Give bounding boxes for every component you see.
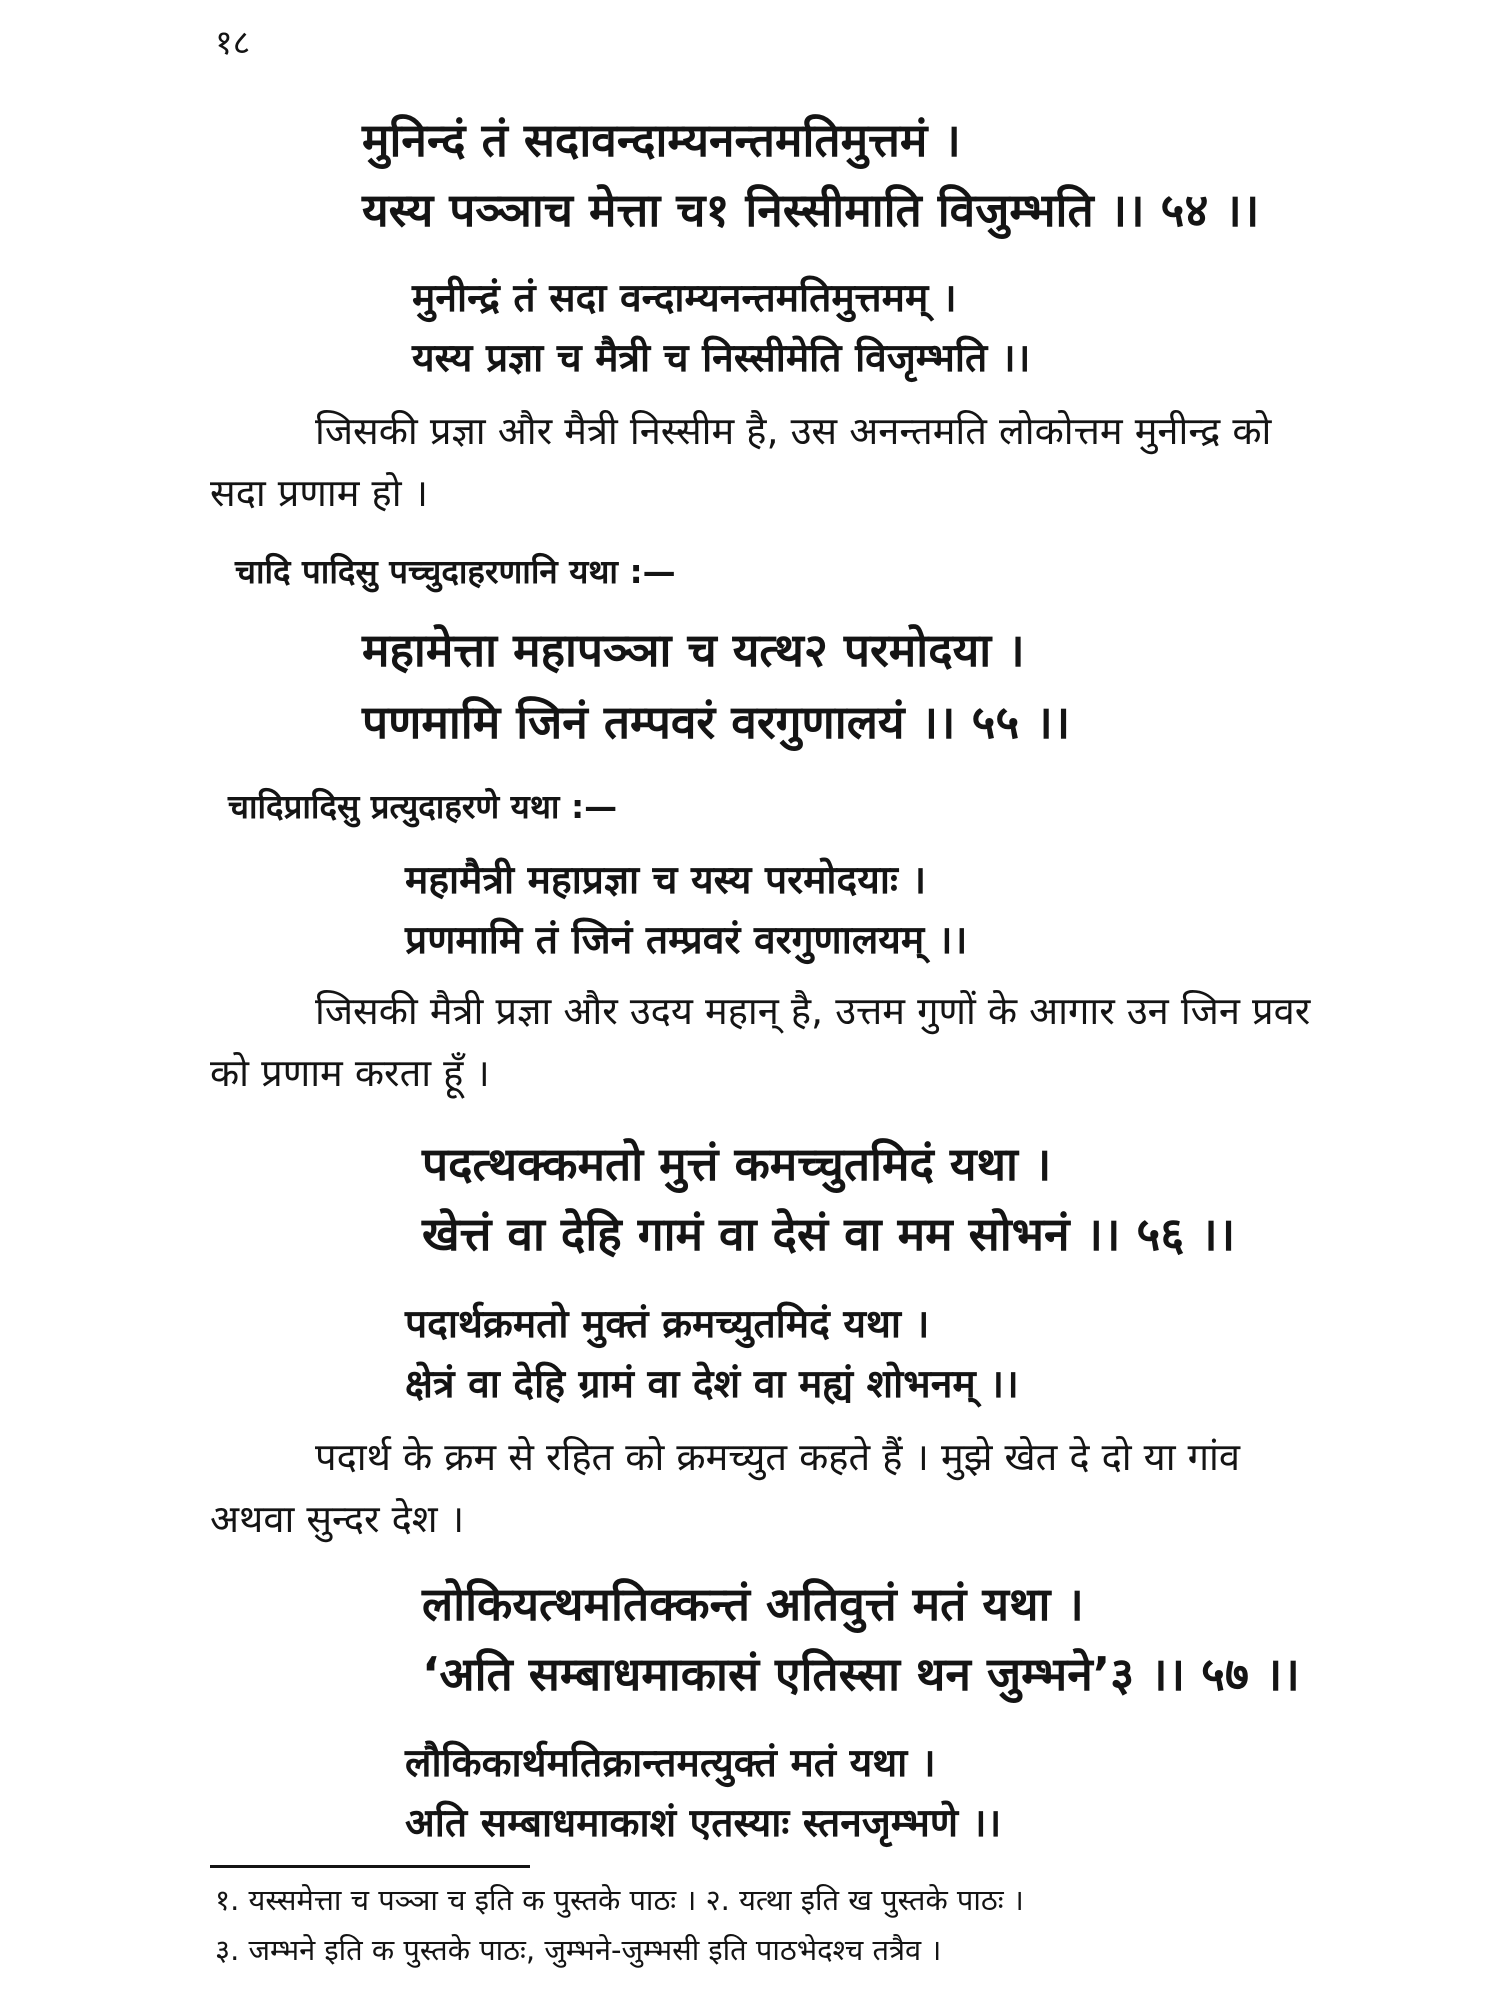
section-heading-examples: चादि पादिसु पच्चुदाहरणानि यथा :— bbox=[235, 552, 676, 591]
verse-57-pali-line-1: लोकियत्थमतिक्कन्तं अतिवुत्तं मतं यथा । bbox=[422, 1577, 1084, 1631]
verse-57-sanskrit-line-2: अति सम्बाधमाकाशं एतस्याः स्तनजृम्भणे ।। bbox=[405, 1801, 1002, 1846]
footnote-line-1: १. यस्समेत्ता च पञ्ञा च इति क पुस्तके पाठः । २. यत्था इति ख पुस्तके पाठः । bbox=[215, 1883, 1024, 1917]
footnote-line-2: ३. जम्भने इति क पुस्तके पाठः, जुम्भने-जुम्भसी इति पाठभेदश्च तत्रैव । bbox=[215, 1933, 942, 1967]
verse-57-pali-line-2: ‘अति सम्बाधमाकासं एतिस्सा थन जुम्भने’३ ।। ५७ ।। bbox=[422, 1647, 1300, 1701]
verse-56-sanskrit-line-1: पदार्थक्रमतो मुक्तं क्रमच्युतमिदं यथा । bbox=[405, 1302, 930, 1347]
section-heading-counter-examples: चादिप्रादिसु प्रत्युदाहरणे यथा :— bbox=[228, 787, 618, 826]
verse-55-sanskrit-line-1: महामैत्री महाप्रज्ञा च यस्य परमोदयाः । bbox=[405, 858, 927, 903]
footnote-rule bbox=[210, 1865, 530, 1868]
verse-54-sanskrit-line-1: मुनीन्द्रं तं सदा वन्दाम्यनन्तमतिमुत्तमम् । bbox=[412, 276, 957, 321]
verse-56-pali-line-1: पदत्थक्कमतो मुत्तं कमच्चुतमिदं यथा । bbox=[422, 1137, 1052, 1191]
verse-55-translation: जिसकी मैत्री प्रज्ञा और उदय महान् है, उत्तम गुणों के आगार उन जिन प्रवर को प्रणाम करता हूँ । bbox=[210, 989, 1311, 1095]
verse-55-pali-line-1: महामेत्ता महापञ्ञा च यत्थ२ परमोदया । bbox=[362, 623, 1025, 677]
verse-55-pali-line-2: पणमामि जिनं तम्पवरं वरगुणालयं ।। ५५ ।। bbox=[362, 695, 1071, 749]
verse-56-pali-line-2: खेत्तं वा देहि गामं वा देसं वा मम सोभनं ।। ५६ ।। bbox=[422, 1207, 1236, 1261]
verse-55-sanskrit-line-2: प्रणमामि तं जिनं तम्प्रवरं वरगुणालयम् ।। bbox=[405, 918, 968, 963]
verse-54-translation: जिसकी प्रज्ञा और मैत्री निस्सीम है, उस अनन्तमति लोकोत्तम मुनीन्द्र को सदा प्रणाम हो । bbox=[210, 409, 1272, 515]
verse-54-sanskrit-line-2: यस्य प्रज्ञा च मैत्री च निस्सीमेति विजृम्भति ।। bbox=[412, 336, 1031, 381]
verse-54-pali-line-1: मुनिन्दं तं सदावन्दाम्यनन्तमतिमुत्तमं । bbox=[362, 113, 961, 167]
verse-56-translation: पदार्थ के क्रम से रहित को क्रमच्युत कहते हैं । मुझे खेत दे दो या गांव अथवा सुन्दर देश । bbox=[210, 1435, 1241, 1541]
verse-57-sanskrit-line-1: लौकिकार्थमतिक्रान्तमत्युक्तं मतं यथा । bbox=[405, 1741, 936, 1786]
verse-56-sanskrit-line-2: क्षेत्रं वा देहि ग्रामं वा देशं वा मह्यं शोभनम् ।। bbox=[405, 1362, 1019, 1407]
verse-54-pali-line-2: यस्य पञ्ञाच मेत्ता च१ निस्सीमाति विजुम्भति ।। ५४ ।। bbox=[362, 183, 1260, 237]
page-number: १८ bbox=[215, 23, 251, 63]
